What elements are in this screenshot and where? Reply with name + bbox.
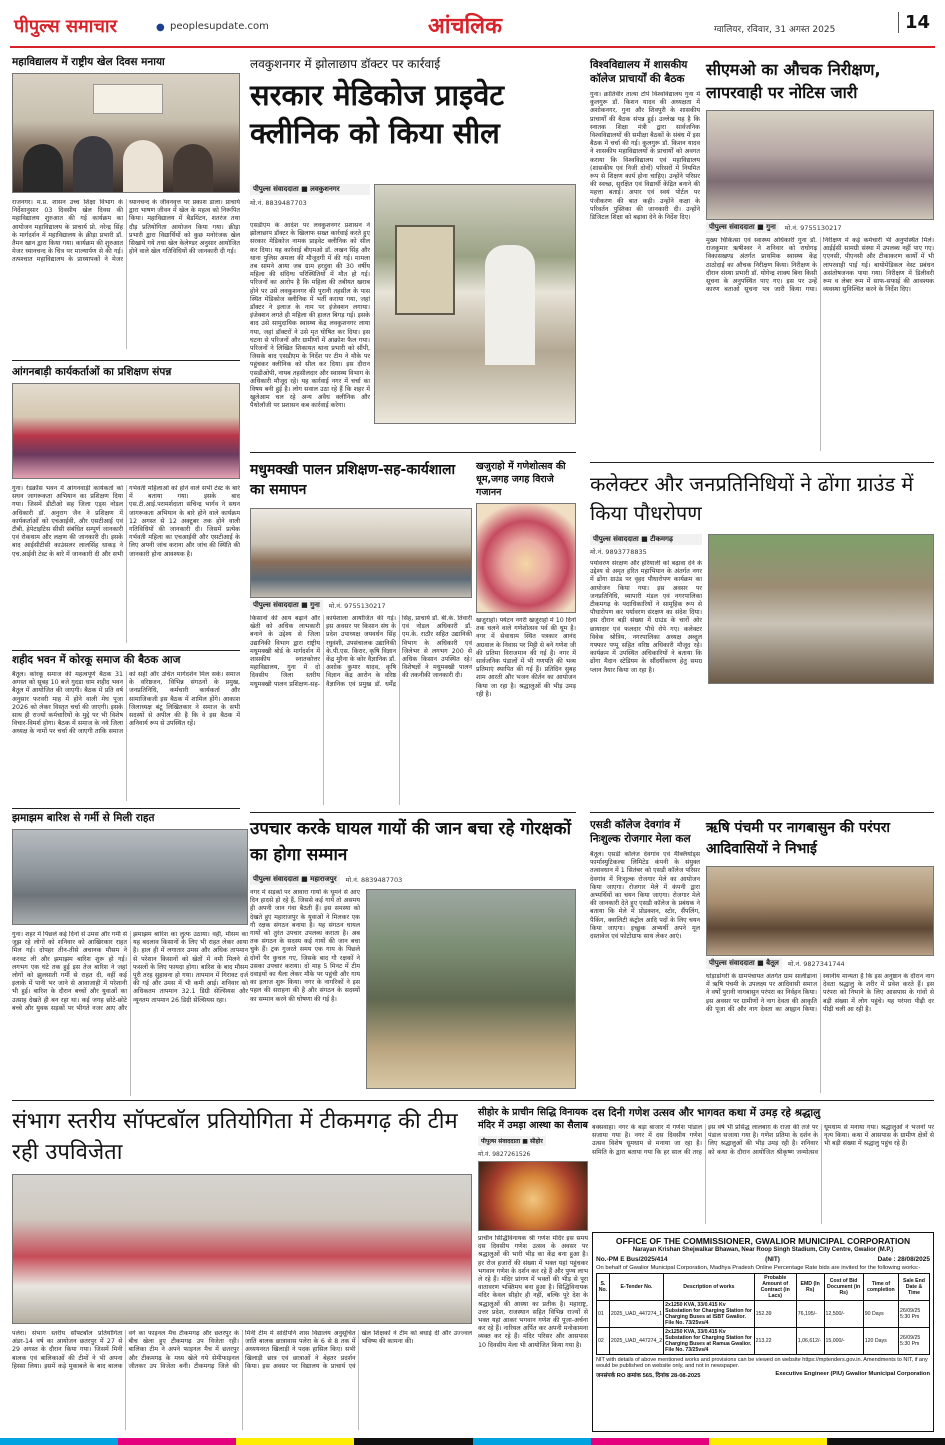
notice-tag: (NIT) (765, 1256, 780, 1263)
divider (12, 360, 240, 361)
tender-cell: 1,06,612/- (796, 1328, 824, 1355)
headline: झमाझम बारिश से गर्मी से मिली राहत (12, 812, 155, 824)
dateline: ग्वालियर, रविवार, 31 अगस्त 2025 (714, 25, 836, 35)
tender-table (596, 1273, 930, 1355)
notice-address: Narayan Krishan Shejwalkar Bhawan, Near Roop Singh Stadium, City Centre, Gwalior (M.P.) (632, 1247, 894, 1253)
photo-siddhivinayak (478, 1161, 588, 1231)
tender-cell: 152.39 (754, 1301, 796, 1328)
notice-signatory: Executive Engineer (PIU) Gwalior Municipal Corporation (775, 1371, 930, 1377)
masthead (10, 8, 935, 48)
story-bee (250, 460, 472, 810)
story-cmho (706, 58, 934, 458)
divider (250, 812, 576, 813)
byline: पीपुल्स संवाददाता ■ महाराजपुर (250, 874, 340, 885)
photo-workshop (250, 508, 472, 598)
photo-inspection (706, 110, 934, 220)
kicker: लवकुशनगर में झोलाछाप डॉक्टर पर कार्रवाई (250, 57, 441, 71)
headline: शहीद भवन में कोरकू समाज की बैठक आज (12, 654, 181, 666)
divider (476, 1100, 934, 1101)
byline: पीपुल्स संवाददाता ■ सीहोर (478, 1136, 546, 1146)
byline: पीपुल्स संवाददाता ■ टीकमगढ़ (590, 534, 702, 545)
tender-column-header: EMD (In Rs) (796, 1274, 824, 1301)
tender-column-header: Description of works (664, 1274, 754, 1301)
lead-byline-box (250, 184, 370, 214)
reporter-mobile: मो.नं. 9755130217 (328, 602, 386, 610)
story-cow-rescue (250, 816, 576, 1094)
table-row (597, 1328, 930, 1355)
story-sports-day (12, 56, 240, 356)
headline: मधुमक्खी पालन प्रशिक्षण-सह-कार्यशाला का समापन (250, 462, 456, 498)
story-rain (12, 812, 248, 1096)
article-body: पलेरा। संभाग स्तरीय सॉफ्टबॉल प्रतियोगिता अंडर-14 वर्ष का आयोजन छतरपुर में 27 से 29 अगस्त के दौरान किया गया। जिसमें मिनी बालक एवं बालिकाओं की टीमों ने भी अपना हिस्सा लिया। इसमें कड़े मुकाबले के बाद बालक वर्ग का फाइनल मैच टीकमगढ़ और छतरपुर के बीच खेला हुए टीकमगढ़ उप विजेता रही। बालिका टीम ने अपने फाइनल मैच में छतरपुर और टीकमगढ़ के मध्य खेले गये सेमीफाइनल जीतकर उप विजेता बनी। टीकमगढ़ जिले की मिनी टीम में सांदीपनि शास विद्यालय अनुसूचित जाति बालक छात्रावास पलेरा के 6 से 8 तक में अध्ययनरत खिलाड़ी ने पदक हासिल किए। सभी खिलाड़ी छात्र एवं छात्राओं ने बेहतर प्रदर्शन किया। इस अवसर पर विद्यालय के प्राचार्य एवं खेल शिक्षकों ने टीम को बधाई दी और उज्ज्वल भविष्य की कामना की। (12, 1330, 472, 1370)
tender-column-header: S. No. (597, 1274, 610, 1301)
notice-ref: No.-PM E Bus/2025/414 (596, 1256, 668, 1263)
tender-cell: 15,000/- (824, 1328, 863, 1355)
tender-cell: 12,500/- (824, 1301, 863, 1328)
divider (590, 462, 934, 463)
headline: आंगनबाड़ी कार्यकर्ताओं का प्रशिक्षण संपन्न (12, 366, 172, 378)
article-body: गुना। क्रांतिवीर तात्या टोपे विश्वविद्यालय गुना में कुलगुरू डॉ. किशन यादव की अध्यक्षता में अशोकनगर, गुना और शिवपुरी के शासकीय प्राचार्यों की बैठक संपन्न हुई। उल्लेख यह है कि स्नातक शिक्षा मंत्री द्वारा सार्वजनिक विश्वविद्यालयों की समीक्षा बैठकों के संबंध में इस बैठक में चर्चा की गई। कुलगुरू डॉ. किशन यादव ने शासकीय महाविद्यालयों के प्राचार्यों को अवगत कराया कि विश्वविद्यालय एवं महाविद्यालय (शासकीय एवं निजी दोनों) परिसरों में नियमित रूप से शिक्षण कार्य होना चाहिए। उन्होंने परिसर की स्वच्छ, सुरक्षित एवं विद्यार्थी केंद्रित बनाने की महत्ता बताई। अपार एवं स्वयं पोर्टल पर पंजीकरण की बात कही। उन्होंने कक्षा के परिवर्तन पुस्तिका की जानकारी दी। उन्होंने डिजिटल शिक्षा को बढ़ावा देने के निर्देश दिए। (590, 91, 700, 222)
byline: पीपुल्स संवाददाता ■ गुना (250, 600, 323, 611)
reporter-mobile: मो.नं. 9755130217 (784, 224, 842, 232)
tender-cell: 120 Days (863, 1328, 898, 1355)
tender-cell: 2x1250 KVA, 33/0.415 Kv Substation for Charging Station for Charging Buses at Ramua Gwalior. File No. 73/25vs/4 (664, 1328, 754, 1355)
tender-cell: 26/09/25 5:30 Pm (899, 1328, 930, 1355)
divider (12, 808, 240, 809)
article-body: गुना। शहर में पिछले कई दिनों से उमस और गर्मी से जूझ रहे लोगों को शनिवार को आखिरकार राहत मिल गई। दोपहर तीन-तीसे अचानक मौसम ने करवट ली और झमाझम बारिश शुरू हो गई। लगभग एक घंटे तक हुई इस तेज बारिश ने जहां लोगों को झुलसाती गर्मी से राहत दी, वहीं कई इलाके में पानी भर जाने से आवाजाही में परेशानी भी हुई। बारिश के दौरान बच्चों और युवाओं का उत्साह देखते ही बन रहा था। कई जगह छोटे-छोटे बच्चे और युवक सड़कों पर भीगते नजर आए और झमाझम बारिश का लुत्फ उठाया। वहीं, मौसम का यह बदलाव किसानों के लिए भी राहत लेकर आया है। हाल ही में लगातार उमस और अधिक तापमान से परेशान किसानों को खेतों में नमी मिलने से फसलों के लिए फायदा होगा। बारिश के बाद मौसम पूरी तरह सुहावना हो गया। तापमान में गिरावट दर्ज की गई और उमस में भी कमी आई। शनिवार को अधिकतम तापमान 32.1 डिग्री सेल्सियस और न्यूनतम तापमान 26 डिग्री सेल्सियस रहा। (12, 931, 248, 1012)
byline: पीपुल्स संवाददाता ■ लवकुशनगर (250, 184, 370, 195)
story-principals (590, 58, 700, 458)
photo-classroom (12, 73, 240, 193)
byline: पीपुल्स संवाददाता ■ गुना (706, 222, 779, 233)
website-link[interactable]: peoplesupdate.com (170, 21, 269, 32)
brand-logo: पीपुल्स समाचार (14, 16, 117, 37)
notice-ro: जनसंपर्क RO क्रमांक 565, दिनांक 28-08-2025 (596, 1373, 701, 1379)
table-row (597, 1301, 930, 1328)
headline: खजुराहो में गणेशोत्सव की धूम,जगह जगह विराजे गजानन (476, 461, 566, 498)
photo-softball-team (12, 1174, 472, 1324)
headline: ऋषि पंचमी पर नागबासुन की परंपरा आदिवासियों ने निभाई (706, 820, 891, 857)
tender-cell: 2025_UAD_447274_1 (609, 1301, 663, 1328)
photo-clinic-sealed (374, 184, 576, 424)
photo-ganesh-idol (476, 503, 576, 613)
headline: महाविद्यालय में राष्ट्रीय खेल दिवस मनाया (12, 56, 165, 68)
story-sehore-main (478, 1106, 588, 1436)
color-registration-bar (0, 1438, 945, 1445)
article-body: बैतूल। एसडी कॉलेज देवगांव एवं मैक्लियोड्स फार्मास्युटिकल्स लिमिटेड कंपनी के संयुक्त तत्वावधान में 1 सितंबर को एसडी कॉलेज परिसर देवगांव में निःशुल्क रोजगार मेले का आयोजन किया जाएगा। रोजगार मेले में कंपनी द्वारा अभ्यर्थियों का चयन किया जाएगा। रोजगार मेले की जानकारी देते हुए एसडी कॉलेज के प्रबंधक ने बताया कि मेले में प्रोडक्शन, स्टोर, सैंपलिंग, पैकिंग, क्वालिटी कंट्रोल आदि पदों के लिए चयन किया जाएगा। इच्छुक अभ्यर्थी अपने मूल दस्तावेज एवं फोटोग्राफ साथ लेकर आएं। (590, 851, 700, 941)
story-ganesh-khajuraho (476, 460, 576, 810)
notice-footer: NIT with details of above mentioned works and provisions can be viewed on website https://mptenders.gov.in. Amendments to NIT, if any would be published on website only, and not in newspaper. (596, 1357, 928, 1369)
reporter-mobile: मो.नं. 8839487703 (345, 876, 403, 884)
notice-intro: On behalf of Gwalior Municipal Corporation, Madhya Pradesh Online Percentage Rate bids are invited for the following works:- (596, 1265, 921, 1271)
tender-cell: 213.22 (754, 1328, 796, 1355)
story-softball (12, 1106, 472, 1436)
story-job-fair (590, 818, 700, 1098)
photo-rain-street (12, 829, 248, 925)
tender-cell: 26/09/25 5:30 Pm (899, 1301, 930, 1328)
lead-body-continued (374, 428, 576, 448)
photo-plantation (708, 534, 934, 684)
reporter-mobile: मो.नं. 8839487703 (250, 199, 307, 207)
notice-org: OFFICE OF THE COMMISSIONER, GWALIOR MUNICIPAL CORPORATION (615, 1236, 911, 1246)
article-body: राजनगर। म.प्र. शासन उच्च शिक्षा विभाग के निर्देशानुसार 03 दिवसीय खेल दिवस की महाविद्यालय शुरुआत की गई कार्यक्रम का आयोजन महाविद्यालय के प्राचार्य प्रो. नरेन्द्र सिंह के मार्गदर्शन में महाविद्यालय के क्रीड़ा प्रभारी डॉ. तैमन खान द्वारा किया गया। कार्यक्रम की शुरुआत मेजर ध्यानचन्द के चित्र पर माल्यार्पण से की गई। तत्पश्चात महाविद्यालय के प्राध्यापकों ने मेजर ध्यानचन्द के जीवनवृत्त पर प्रकाश डाला। प्राचार्य द्वारा भाषण जीवन में खेल के महत्व को निरूपित किया। महाविद्यालय में बैडमिंटन, शतरंज तथा दौड़ प्रतियोगिता आयोजन किया गया। क्रीड़ा प्रभारी द्वारा विद्यार्थियों को कुछ मनोरंजक खेल सिखाये गये तथा खेल केलेण्डर अनुसार आयोजित होने वाले खेल गतिविधियों की जानकारी दी गई। (12, 199, 240, 264)
tender-column-header: Cost of Bid Document (in Rs) (824, 1274, 863, 1301)
story-anganwadi (12, 366, 240, 646)
headline: संभाग स्तरीय सॉफ्टबॉल प्रतियोगिता में टीकमगढ़ की टीम रही उपविजेता (12, 1109, 458, 1165)
tender-column-header: Probable Amount of Contract (in Lacs) (754, 1274, 796, 1301)
article-body: किसानों की आय बढ़ाने और खेती को अधिक लाभकारी बनाने के उद्देश्य से जिला उद्यानिकी विभाग द्वारा राष्ट्रीय मधुमक्खी बोर्ड के मार्गदर्शन में शासकीय स्नातकोत्तर महाविद्यालय, गुना में दो दिवसीय जिला स्तरीय मधुमक्खी पालन प्रशिक्षण-सह-कार्यशाला आयोजित की गई। इस अवसर पर किसान संघ के प्रदेश उपाध्यक्ष जयवर्धन सिंह रघुवंशी, उपसंचालक उद्यानिकी के.पी.एस. किरार, कृषि विज्ञान केंद्र मुरैना के कोर वैज्ञानिक डॉ. अशोक कुमार यादव, कृषि विज्ञान केंद्र आरोन के वरिष्ठ वैज्ञानिक एवं प्रमुख डॉ. धर्मेंद्र सिंह, प्राचार्य डॉ. बी.के. तिवारी एवं नोडल अधिकारी डॉ. एम.के. राठौर सहित उद्यानिकी विभाग के अधिकारी एवं जिलेभर से लगभग 200 से अधिक किसान उपस्थित रहे। विशेषज्ञों ने मधुमक्खी पालन की तकनीकी जानकारी दी। (250, 615, 472, 688)
tender-column-header: Sale End Date & Time (899, 1274, 930, 1301)
article-body: घोड़ाडोंगरी के ग्रामपंचायत अंतर्गत ग्राम सालीढाना में ऋषि पंचमी के उपलक्ष्य पर आदिवासी समाज ने वर्षों पुरानी नागबासुन परंपरा का निर्वहन किया। इस अवसर पर ग्रामीणों ने नाग देवता की आकृति की पूजा की और नाग देवता का आह्वान किया। स्थानीय मान्यता है कि इस अनुष्ठान के दौरान नाग देवता श्रद्धालु के शरीर में प्रवेश करते हैं। इस परंपरा को निभाने के लिए आसपास के गांवों से बड़ी संख्या में लोग पहुंचे। यह परंपरा पीढ़ी दर पीढ़ी चली आ रही है। (706, 973, 934, 1013)
story-korku (12, 654, 240, 804)
divider (590, 812, 934, 813)
headline: सीएमओ का औचक निरीक्षण, लापरवाही पर नोटिस जारी (706, 60, 881, 102)
photo-cow-rescue (366, 889, 576, 1089)
reporter-mobile: मो.नं. 9827261526 (478, 1151, 531, 1158)
story-ganesh-katha (592, 1106, 934, 1228)
tender-cell: 2025_UAD_447274_2 (609, 1328, 663, 1355)
page-number: 14 (898, 12, 930, 33)
article-body: पर्यावरण संरक्षण और हरियाली को बढ़ावा देने के उद्देश्य से अमृत हरित महाभियान के अंतर्गत नगर में ढोंगा ग्राउंड पर वृहद पौधारोपण कार्यक्रम का आयोजन किया गया। इस अवसर पर जनप्रतिनिधि, व्यापारी मंडल एवं नगरपालिका टीकमगढ़ के पदाधिकारियों ने सामूहिक रूप से पौधारोपण कर पर्यावरण संरक्षण का संदेश दिया। इस दौरान बड़ी संख्या में ग्राउंड के चारों ओर छायादार एवं फलदार पौधे रोपे गए। कलेक्टर विवेक श्रोत्रिय, नगरपालिका अध्यक्ष अब्दुल गफ्फार पप्पू सहित वरिष्ठ अधिकारी मौजूद रहे। कार्यक्रम में उपस्थित अधिकारियों ने बताया कि ढोंगा मैदान स्टेडियम के सौंदर्यीकरण हेतु समग्र प्लान तैयार किया जा रहा है। (590, 560, 702, 674)
tender-cell: 2x1250 KVA, 33/0.415 Kv Substation for Charging Station for Charging Buses at ISBT Gwalior. File No. 73/25vs/4 (664, 1301, 754, 1328)
divider (12, 650, 240, 651)
photo-training-hall (12, 383, 240, 479)
headline: सीहोर के प्राचीन सिद्धि विनायक मंदिर में उमड़ा आस्था का सैलाब (478, 1107, 588, 1131)
article-body: गुना। रेडक्रॉस भवन में आंगनवाड़ी कार्यकर्ता को सघन जागरूकता अभियान का प्रशिक्षण दिया गया। जिसमें डीटीओ सह जिला एड्स नोडल अधिकारी डॉ. अनुराग जैन ने प्रशिक्षण में कार्यकर्ताओं को एचआईवी, और एसटीआई एवं टीबी, हेपेटाइटिस सीसी संबंधित सम्पूर्ण जानकारी एवं रोकथाम और लक्षण की जानकारी दी। इसके बाद आईसीटीसी काउंसलर लालसिंह धाकड़ ने एच.आईवी टेस्ट के बारे में जानकारी दी और सभी गर्भवती महिलाओं को होने वाले सभी टेस्ट के बारे में बताया गया। इसके बाद एस.टी.आई.परामर्शदाता सचिन्द्र भार्गव ने सघन जागरूकता अभियान के बारे होने वाले कार्यक्रम 12 अगस्त से 12 अक्टूबर तक होने वाली गतिविधियों की जानकारी दी। जिसमें प्रत्येक गर्भवती महिला का एचआईवी और एसटीआई के लिए अपनी जांच कराना और जांच की स्थिति की जानकारी होना आवश्यक है। (12, 485, 240, 558)
reporter-mobile: मो.नं. 9827341744 (787, 960, 845, 968)
section-title: आंचलिक (428, 14, 502, 39)
tender-cell: 90 Days (863, 1301, 898, 1328)
byline: पीपुल्स संवाददाता ■ बैतूल (706, 958, 782, 969)
globe-icon: ● (156, 22, 165, 33)
story-tree-plantation (590, 470, 934, 808)
tender-cell: 76,195/- (796, 1301, 824, 1328)
headline: कलेक्टर और जनप्रतिनिधियों ने ढोंगा ग्राउंड में किया पौधरोपण (590, 472, 914, 525)
headline: सरकार मेडिकोज प्राइवेट क्लीनिक को किया सील (250, 77, 504, 150)
tender-cell: 02 (597, 1328, 610, 1355)
article-body: प्राचीन सिद्धिविनायक श्री गणेश मंदिर इस समय दस दिवसीय गणेश उत्सव के अवसर पर श्रद्धालुओं की भारी भीड़ का केंद्र बना हुआ है। हर रोज हजारों की संख्या में भक्त यहां पहुंचकर भगवान गणेश के दर्शन कर रहे हैं और पुण्य लाभ ले रहे हैं। मंदिर प्रांगण में भक्तों की भीड़ से पूरा वातावरण भक्तिमय बना हुआ है। सिद्धिविनायक मंदिर केवल सीहोर ही नहीं, बल्कि पूरे देश के श्रद्धालुओं की आस्था का प्रतीक है। महाराष्ट्र, उत्तर प्रदेश, राजस्थान सहित विभिन्न राज्यों से भक्त यहां आकर भगवान गणेश की पूजा-अर्चना कर रहे हैं। नारियल अर्पित कर अपनी मनोकामना व्यक्त कर रहे हैं। मंदिर परिसर और आसपास 10 दिवसीय मेला भी आयोजित किया गया है। (478, 1235, 588, 1349)
headline: एसडी कॉलेज देवगांव में निःशुल्क रोजगार मेला कल (590, 819, 691, 845)
tender-cell: 01 (597, 1301, 610, 1328)
tender-column-header: E-Tender No. (609, 1274, 663, 1301)
lead-body: एसडीएम के आदेश पर लवकुशनगर प्रशासन ने झोलाछाप डॉक्टर के खिलाफ सख्त कार्रवाई करते हुए सरकार मेडिकोज नामक प्राइवेट क्लीनिक को सील कर दिया। यह कार्रवाई बीएमओ डॉ. लखन सिंह और थाना पुलिस अमला की मौजूदगी में की गई। मामला तब सामने आया जब ग्राम हरदुवा की 30 वर्षीय महिला की संदिग्ध परिस्थितियों में मौत हो गई। परिजनों का आरोप है कि महिला की तबीयत खराब होने पर उसे लवकुशनगर की पुरानी तहसील के पास स्थित मेडिकोज क्लीनिक में भर्ती कराया गया, जहां डॉक्टर ने इलाज के नाम पर इंजेक्शन लगाया। इंजेक्शन लगते ही महिला की हालत बिगड़ गई। इसके बाद उसे सामुदायिक स्वास्थ्य केंद्र लवकुशनगर लाया गया, जहां डॉक्टरों ने उसे मृत घोषित कर दिया। इस घटना से परिजनों और ग्रामीणों में आक्रोश फैल गया। परिजनों ने लिखित शिकायत थाना प्रभारी को सौंपी, जिसके बाद एसडीएम के निर्देश पर टीम ने मौके पर पहुंचकर क्लीनिक को सील कर दिया। इस दौरान एसडीओपी, नायब तहसीलदार और स्वास्थ्य विभाग के अधिकारी मौजूद रहे। यह कार्रवाई नगर में चर्चा का विषय बनी हुई है। लोग सवाल उठा रहे हैं कि शहर में खुलेआम चल रहे अन्य अवैध क्लीनिक और पैथोलॉजी पर प्रशासन कब कार्रवाई करेगा। (250, 222, 370, 410)
divider (250, 452, 576, 453)
headline: उपचार करके घायल गायों की जान बचा रहे गोरक्षकों का होगा सम्मान (250, 819, 571, 865)
article-body: बैतूल। कोरकू समाज की महत्वपूर्ण बैठक 31 अगस्त को सुबह 10 बजे गुदडा धाम शहीद भवन बैतूल में आयोजित की जाएगी। बैठक में प्रति वर्ष अनुसार फरवरी माह में होने वाली मेघ पूजा 2026 को लेकर विस्तृत चर्चा की जाएगी। इसके साथ ही राज्यों कर्मचारियों के मुद्दे पर भी विशेष विचार-विमर्श होगा। बैठक में समाज के नये जिला अध्यक्ष के नामों पर चर्चा की जाएगी ताकि समाज को सही और उचित मार्गदर्शन मिल सके। समाज के वरिष्ठजन, विभिन्न संगठनों के प्रमुख, जनप्रतिनिधि, कर्मचारी कार्यकर्ता और सामाजिकजी इस बैठक में शामिल होंगे। आकाश जिलाध्यक्ष बंटू लिखितकार ने समाज के सभी सदस्यों से अपील की है कि वे इस बैठक में अनिवार्य रूप से उपस्थित रहें। (12, 671, 240, 736)
masthead-rule (10, 46, 935, 48)
tender-column-header: Time of completion (863, 1274, 898, 1301)
article-body: मुख्य चिकित्सा एवं स्वास्थ्य अधिकारी गुना डॉ. राजकुमार ऋषीश्वर ने शनिवार को राघोगढ़ विकासखण्ड अंतर्गत प्राथमिक स्वास्थ्य केंद्र ठाठोदाई का औचक निरीक्षण किया। निरीक्षण के दौरान संस्था प्रभारी डॉ. योगेन्द्र शाक्य बिना किसी सूचना के अनुपस्थित पाए गए। इस पर उन्हें कारण बताओ सूचना पत्र जारी किया गया। निरीक्षण में कई कर्मचारी भी अनुपस्थित मिले। आईईसी सामग्री संस्था में उपलब्ध नहीं पाए गए। एएनसी, पीएनसी और टीकाकरण कार्यों में भी लापरवाही पाई गई। बायोमेडिकल वेस्ट प्रबंधन असंतोषजनक पाया गया। निरीक्षण में डिलीवरी रूम व लेबर रूम में साफ-सफाई की आवश्यक व्यवस्था सुनिश्चित करने के निर्देश दिए। (706, 237, 934, 294)
article-body: खजुराहो। पर्यटन नगरी खजुराहो में 10 दिनों तक चलने वाले गणेशोत्सव पर्व की धूम है। नगर में सेवाधाम स्थित पत्रकार आनंद अग्रवाल के निवास पर मिट्टी से बने गणेश जी की प्रतिमा विराजमान की गई है। नगर में सार्वजनिक पंडालों में भी गणपति की भव्य प्रतिमाएं स्थापित की गई हैं। प्रतिदिन सुबह शाम आरती और भजन कीर्तन का आयोजन किया जा रहा है। श्रद्धालुओं की भीड़ उमड़ रही है। (476, 617, 576, 698)
headline: दस दिनी गणेश उत्सव और भागवत कथा में उमड़ रहे श्रद्धालु (592, 1107, 821, 1119)
reporter-mobile: मो.नं. 9893778835 (590, 548, 647, 556)
story-nagbasun (706, 818, 934, 1098)
article-body: बक्सवाहा। नगर के बड़ा बाजार में गणेश पांडाल सजाया गया है। नगर में दस दिवसीय गणेश उत्सव विशेष धूमधाम से मनाया जा रहा है। समिति के द्वारा बताया गया कि हर साल की तरह इस वर्ष भी प्रसिद्ध लालबाग़ के राजा की तर्ज पर पंडाल सजाया गया है। गणेश प्रतिमा के दर्शन के लिए श्रद्धालुओं की भीड़ उमड़ रही है। शनिवार को कथा के दौरान आयोजित श्रीकृष्ण जन्मोत्सव धूमधाम से मनाया गया। श्रद्धालुओं ने भजनों पर नृत्य किया। कथा में आसपास के ग्रामीण क्षेत्रों से भी बड़ी संख्या में श्रद्धालु पहुंच रहे हैं। (592, 1124, 934, 1156)
headline: विश्वविद्यालय में शासकीय कॉलेज प्राचार्यों की बैठक (590, 59, 688, 85)
nit-notice (592, 1232, 934, 1432)
article-body: नगर में सड़कों पर आवारा गायों के घूमने से आए दिन हादसे हो रहे हैं, जिससे कई गायें तो असमय ही अपनी जान गंवा बैठती हैं। इस समस्या को देखते हुए महाराजपुर के युवाओं ने मिलकर एक गौ रक्षक संगठन बनाया है। यह संगठन घायल गायों को तुरंत उपचार उपलब्ध कराता है। अब तक संगठन के सदस्य कई गायों की जान बचा चुके हैं। ट्रक गुजरते समय एक गाय के पिछले दोनों पैर कुचल गए, जिसके बाद गौ रक्षकों ने उसका उपचार कराया। दो माह 5 मिनट में टीम दवाइयों का थैला लेकर मौके पर पहुंची और गाय का इलाज शुरू किया। नगर के नागरिकों ने इस पहल की सराहना की है और संगठन के सदस्यों का सम्मान करने की घोषणा की गई है। (250, 889, 360, 1003)
photo-ritual (706, 866, 934, 956)
notice-date: Date : 28/08/2025 (877, 1256, 930, 1263)
